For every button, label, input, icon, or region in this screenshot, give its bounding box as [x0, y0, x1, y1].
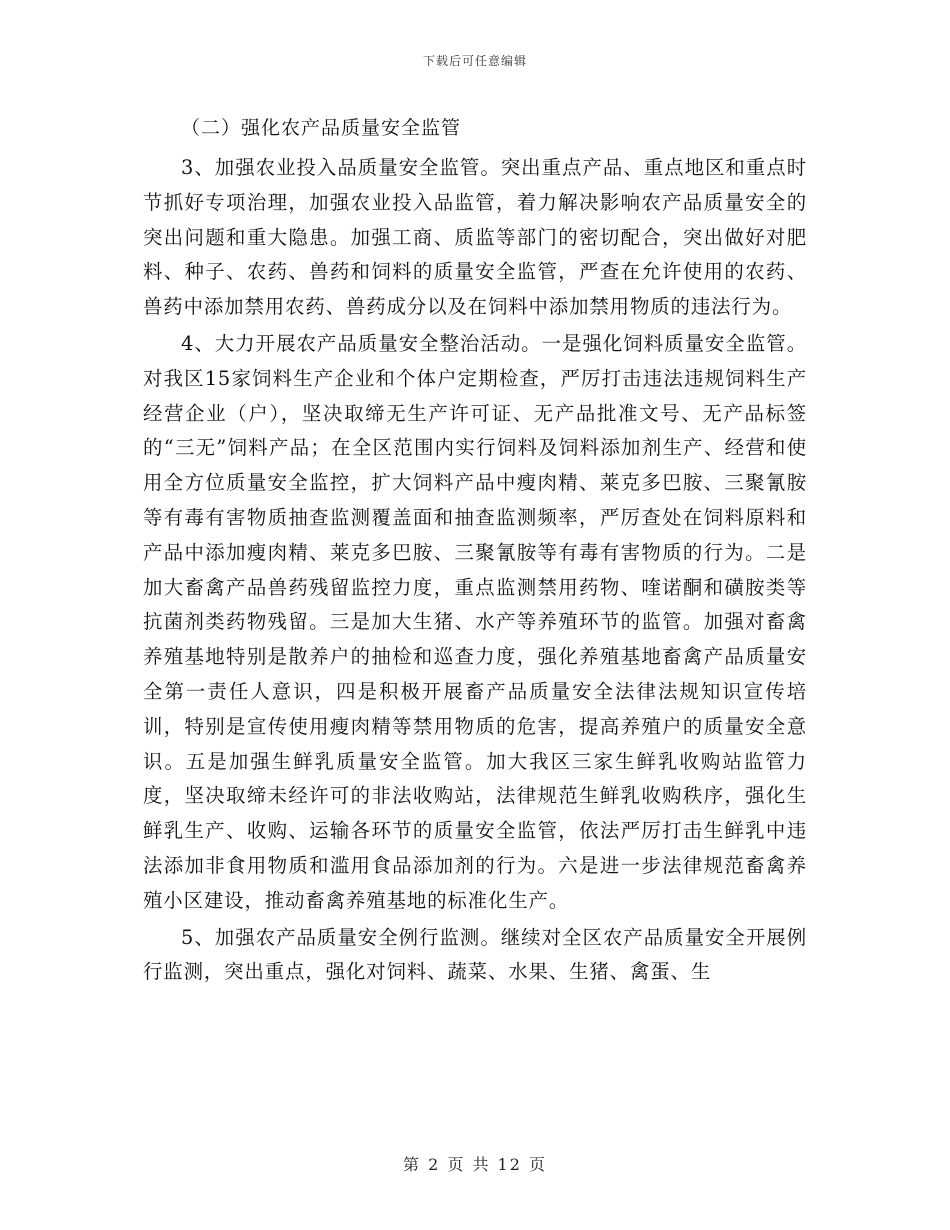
paragraph-3: 3、加强农业投入品质量安全监管。突出重点产品、重点地区和重点时节抓好专项治理，加强农业投入品监管，着力解决影响农产品质量安全的突出问题和重大隐患。加强工商、质监等部门的密切配合，突出做好对肥料、种子、农药、兽药和饲料的质量安全监管，严查在允许使用的农药、兽药中添加禁用农药、兽药成分以及在饲料中添加禁用物质的违法行为。: [143, 156, 807, 319]
paragraph-4: 4、大力开展农产品质量安全整治活动。一是强化饲料质量安全监管。对我区15家饲料生产企业和个体户定期检查，严厉打击违法违规饲料生产经营企业（户），坚决取缔无生产许可证、无产品批准文号、无产品标签的“三无”饲料产品；在全区范围内实行饲料及饲料添加剂生产、经营和使用全方位质量安全监控，扩大饲料产品中瘦肉精、莱克多巴胺、三聚氰胺等有毒有害物质抽查监测覆盖面和抽查监测频率，严厉查处在饲料原料和产品中添加瘦肉精、莱克多巴胺、三聚氰胺等有毒有害物质的行为。二是加大畜禽产品兽药残留监控力度，重点监测禁用药物、喹诺酮和磺胺类等抗菌剂类药物残留。三是加大生猪、水产等养殖环节的监管。加强对畜禽养殖基地特别是散养户的抽检和巡查力度，强化养殖基地畜禽产品质量安全第一责任人意识，四是积极开展畜产品质量安全法律法规知识宣传培训，特别是宣传使用瘦肉精等禁用物质的危害，提高养殖户的质量安全意识。五是加强生鲜乳质量安全监管。加大我区三家生鲜乳收购站监管力度，坚决取缔未经许可的非法收购站，法律规范生鲜乳收购秩序，强化生鲜乳生产、收购、运输各环节的质量安全监管，依法严厉打击生鲜乳中违法添加非食用物质和滥用食品添加剂的行为。六是进一步法律规范畜禽养殖小区建设，推动畜禽养殖基地的标准化生产。: [143, 331, 807, 912]
section-heading: （二）强化农产品质量安全监管: [181, 117, 462, 139]
paragraph-5: 5、加强农产品质量安全例行监测。继续对全区农产品质量安全开展例行监测，突出重点，强化对饲料、蔬菜、水果、生猪、禽蛋、生: [143, 925, 807, 984]
document-body: [143, 108, 807, 992]
page-number-footer: 第 2 页 共 12 页: [403, 1155, 547, 1174]
page-header: 下载后可任意编辑: [422, 54, 527, 68]
